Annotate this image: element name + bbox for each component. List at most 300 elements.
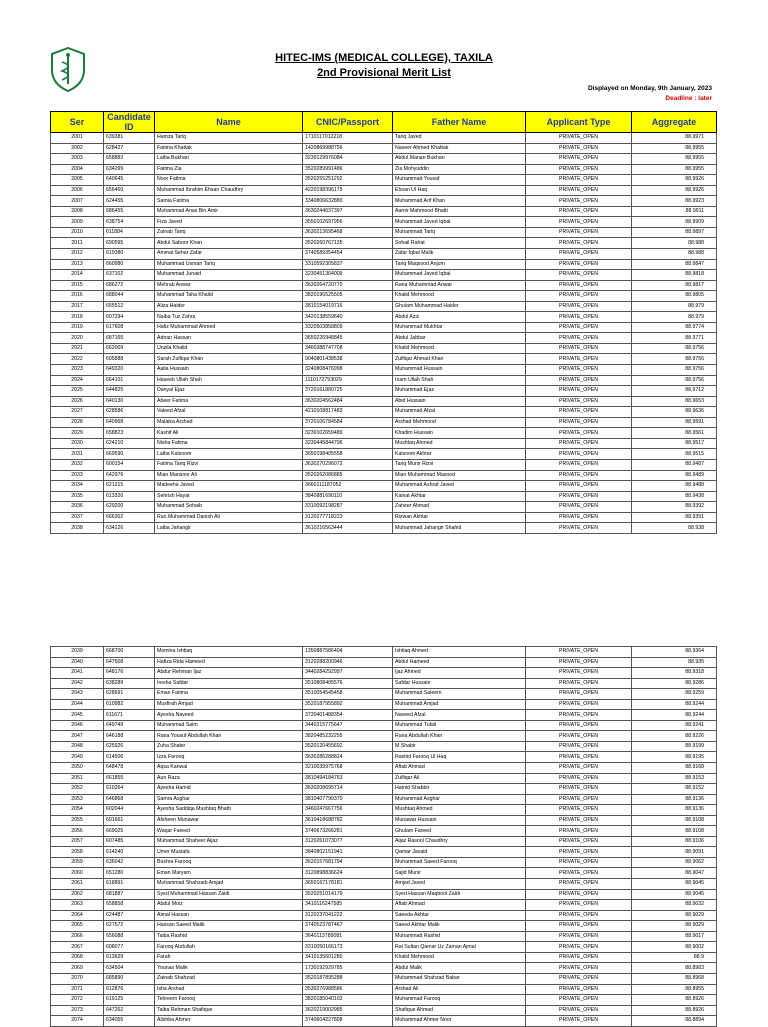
table-cell: PRIVATE_OPEN [526,512,632,523]
table-cell: 608077 [104,942,155,953]
table-cell: 2047 [51,731,104,742]
table-cell: 3820485232255 [303,731,393,742]
table-cell: 88.9017 [632,931,717,942]
table-cell: 687165 [104,333,155,344]
table-cell: 640645 [104,175,155,186]
table-row [51,164,717,175]
table-cell: PRIVATE_OPEN [526,889,632,900]
table-cell: 3340806632880 [303,196,393,207]
table-cell: 2050 [51,763,104,774]
table-cell: PRIVATE_OPEN [526,185,632,196]
table-cell: Rai Sultan Qamar Uz Zaman Ajmal [393,942,526,953]
table-cell: 3510808405576 [303,678,393,689]
table-row [51,1016,717,1027]
table-row [51,900,717,911]
table-cell: PRIVATE_OPEN [526,470,632,481]
table-cell: 88.8983 [632,963,717,974]
table-cell: 614240 [104,847,155,858]
table-body [51,647,717,1027]
table-cell: 88.9029 [632,921,717,932]
table-cell: Rana Yousuf Abdullah Khan [155,731,303,742]
table-cell: 636042 [104,857,155,868]
table-cell: 681887 [104,889,155,900]
table-row [51,512,717,523]
table-cell: Eman Fatima [155,689,303,700]
table-cell: 2055 [51,815,104,826]
table-cell: 3410135601280 [303,952,393,963]
table-cell: Muhammad Javed Iqbal [393,270,526,281]
table-cell: 3650198405558 [303,449,393,460]
table-cell: 88.9136 [632,805,717,816]
table-cell: Qamar Javaid [393,847,526,858]
table-cell: 88.9955 [632,154,717,165]
table-row [51,491,717,502]
table-cell: 2045 [51,710,104,721]
table-cell: 88.9756 [632,343,717,354]
table-cell: 3120277718223 [303,512,393,523]
table-cell: 88.988 [632,238,717,249]
table-cell: Abeer Fatima [155,396,303,407]
table-cell: 613320 [104,491,155,502]
table-cell: 2039 [51,647,104,658]
table-cell: PRIVATE_OPEN [526,668,632,679]
table-cell: Ishtiaq Ahmed [393,647,526,658]
table-cell: 2041 [51,668,104,679]
table-cell: 646868 [104,794,155,805]
table-row [51,794,717,805]
table-cell: 88.9774 [632,322,717,333]
table-cell: 628691 [104,689,155,700]
table-cell: 3530276988586 [303,984,393,995]
table-cell: 88.9047 [632,868,717,879]
table-cell: PRIVATE_OPEN [526,375,632,386]
table-cell: 2048 [51,741,104,752]
table-cell: 2067 [51,942,104,953]
table-cell: 2053 [51,794,104,805]
table-cell: PRIVATE_OPEN [526,322,632,333]
table-cell: Muhammad Saleem [393,689,526,700]
table-cell: PRIVATE_OPEN [526,973,632,984]
table-cell: 88.9259 [632,689,717,700]
table-cell: Muhammad Mukhtar [393,322,526,333]
table-cell: Ehsan Ul Haq [393,185,526,196]
table-cell: 88.9392 [632,502,717,513]
table-cell: 88.9241 [632,720,717,731]
table-cell: 638289 [104,678,155,689]
table-cell: Ghulam Fareed [393,826,526,837]
table-cell: Abdul Aziz [393,312,526,323]
table-cell: 2012 [51,249,104,260]
table-cell: 3810494184763 [303,773,393,784]
table-cell: Mushtaq Ahmed [393,438,526,449]
table-cell: Mushtaq Ahmed [393,805,526,816]
table-cell: Naiba Tuz Zahra [155,312,303,323]
table-cell: 1110172793029 [303,375,393,386]
table-cell: 646188 [104,731,155,742]
table-cell: 629200 [104,502,155,513]
table-cell: 624210 [104,438,155,449]
table-cell: 3310592305837 [303,259,393,270]
table-row [51,847,717,858]
table-row [51,942,717,953]
table-cell: 88.8955 [632,984,717,995]
table-cell: 2037 [51,512,104,523]
table-cell: PRIVATE_OPEN [526,942,632,953]
table-cell: 691661 [104,815,155,826]
table-cell: PRIVATE_OPEN [526,794,632,805]
table-cell: 3520251014179 [303,889,393,900]
table-cell: Safdar Hussain [393,678,526,689]
table-cell: 3460388747708 [303,343,393,354]
table-cell: 628427 [104,143,155,154]
deadline-text: Deadline : later [665,95,712,102]
table-cell: PRIVATE_OPEN [526,396,632,407]
table-cell: PRIVATE_OPEN [526,847,632,858]
table-row [51,731,717,742]
page-header [0,52,768,79]
table-cell: Abdul Hameed [393,657,526,668]
table-cell: 2016 [51,291,104,302]
table-cell: 658823 [104,428,155,439]
table-cell: PRIVATE_OPEN [526,657,632,668]
table-cell: 2026 [51,396,104,407]
table-cell: Aftab Ahmad [393,900,526,911]
table-cell: PRIVATE_OPEN [526,910,632,921]
table-cell: 648176 [104,668,155,679]
table-cell: 2020 [51,333,104,344]
table-cell: 88.9817 [632,280,717,291]
table-cell: Unzila Khalid [155,343,303,354]
table-cell: 88.9391 [632,512,717,523]
table-cell: 2063 [51,900,104,911]
table-cell: 3650167178181 [303,879,393,890]
table-row [51,984,717,995]
table-cell: 88.9636 [632,407,717,418]
table-cell: 2036 [51,502,104,513]
table-cell: Zuha Shabir [155,741,303,752]
table-cell: Muhammad Anas Bin Amir [155,206,303,217]
table-row [51,657,717,668]
table-cell: Malaika Arshad [155,417,303,428]
table-cell: 658858 [104,900,155,911]
table-cell: 2003 [51,154,104,165]
table-cell: 649749 [104,720,155,731]
table-row [51,773,717,784]
table-cell: 88.938 [632,523,717,534]
table-cell: PRIVATE_OPEN [526,227,632,238]
displayed-on-text: Displayed on Monday, 9th January, 2023 [587,85,712,92]
table-cell: PRIVATE_OPEN [526,407,632,418]
table-cell: PRIVATE_OPEN [526,836,632,847]
table-cell: 88.8968 [632,973,717,984]
table-cell: 2005 [51,175,104,186]
table-cell: 88.9847 [632,259,717,270]
table-cell: 3630213695468 [303,227,393,238]
table-cell: 2049 [51,752,104,763]
table-cell: 3810154019716 [303,301,393,312]
table-cell: Hassan Saeed Malik [155,921,303,932]
table-cell: 88.9771 [632,333,717,344]
table-cell: Samra Asghar [155,794,303,805]
table-cell: Muhammad Tufail [393,720,526,731]
table-cell: 2018 [51,312,104,323]
table-cell: 88.9955 [632,164,717,175]
table-cell: 88.9487 [632,459,717,470]
table-cell: 3720401488354 [303,710,393,721]
table-row [51,815,717,826]
table-cell: Naseer Ahmed Khattak [393,143,526,154]
table-cell: Taiba Rashid [155,931,303,942]
page-subtitle: 2nd Provisional Merit List [317,67,451,79]
table-row [51,481,717,492]
table-cell: 3120288200946 [303,657,393,668]
table-cell: 669590 [104,449,155,460]
table-cell: 642976 [104,470,155,481]
table-cell: Fatima Tariq Rizvi [155,459,303,470]
table-cell: 3520262086885 [303,470,393,481]
table-cell: 600154 [104,459,155,470]
table-cell: 88.9286 [632,678,717,689]
table-cell: 611884 [104,227,155,238]
table-cell: 3840802151941 [303,847,393,858]
table-cell: 2034 [51,481,104,492]
table-cell: Kainat Akhtar [393,491,526,502]
table-cell: 2019 [51,322,104,333]
table-cell: 2033 [51,470,104,481]
column-header-father-name: Father Name [393,112,526,133]
table-cell: PRIVATE_OPEN [526,386,632,397]
table-cell: Muhammad Ejaz [393,386,526,397]
table-cell: Arshad Mehmood [393,417,526,428]
page-two [0,620,768,1024]
table-cell: 88.9199 [632,741,717,752]
table-row [51,741,717,752]
table-cell: Younas Malik [155,963,303,974]
table-cell: PRIVATE_OPEN [526,249,632,260]
table-cell: PRIVATE_OPEN [526,952,632,963]
table-cell: Arshad Ali [393,984,526,995]
table-cell: 2070 [51,973,104,984]
table-cell: 88.9226 [632,731,717,742]
table-cell: Afsheen Munawar [155,815,303,826]
table-cell: Ayesha Naveed [155,710,303,721]
table-cell: PRIVATE_OPEN [526,301,632,312]
table-cell: 88.979 [632,301,717,312]
table-cell: Zia Mohyuddin [393,164,526,175]
table-cell: 2007 [51,196,104,207]
table-cell: PRIVATE_OPEN [526,154,632,165]
table-cell: PRIVATE_OPEN [526,720,632,731]
table-cell: 3630264720770 [303,280,393,291]
table-cell: 88.9909 [632,217,717,228]
table-cell: Aun Raza [155,773,303,784]
table-row [51,963,717,974]
table-cell: Fiza Javed [155,217,303,228]
table-cell: Sajid Munir [393,868,526,879]
table-cell: 2013 [51,259,104,270]
table-cell: PRIVATE_OPEN [526,354,632,365]
table-cell: 2065 [51,921,104,932]
table-cell: 2006 [51,185,104,196]
table-cell: 88.8926 [632,1005,717,1016]
table-row [51,343,717,354]
table-cell: Isha Arshad [155,984,303,995]
table-cell: 88.9045 [632,879,717,890]
table-cell: 1420869988756 [303,143,393,154]
table-cell: 614506 [104,752,155,763]
table-cell: 619380 [104,249,155,260]
table-cell: 88.8926 [632,995,717,1006]
table-row [51,647,717,658]
table-cell: 88.9926 [632,175,717,186]
table-cell: 3520187955892 [303,699,393,710]
table-cell: PRIVATE_OPEN [526,963,632,974]
table-cell: PRIVATE_OPEN [526,175,632,186]
table-row [51,523,717,534]
table-cell: 88.9756 [632,354,717,365]
table-cell: PRIVATE_OPEN [526,270,632,281]
table-cell: Aftab Ahmad [393,763,526,774]
table-cell: 88.9438 [632,491,717,502]
table-cell: PRIVATE_OPEN [526,921,632,932]
table-cell: 666302 [104,512,155,523]
table-cell: 2015 [51,280,104,291]
table-cell: Rizwan Akhtar [393,512,526,523]
table-cell: 3520255251292 [303,175,393,186]
table-cell: 3620157681794 [303,857,393,868]
table-cell: 2064 [51,910,104,921]
table-cell: 1710117012218 [303,133,393,144]
column-header-ser: Ser [51,112,104,133]
merit-table-continued [50,646,717,1027]
table-cell: 3620219002985 [303,1005,393,1016]
table-row [51,763,717,774]
table-cell: PRIVATE_OPEN [526,784,632,795]
table-cell: Aliza Haider [155,301,303,312]
table-cell: Laiba Kalsoom [155,449,303,460]
table-cell: 3320503858809 [303,322,393,333]
table-cell: 3520187895288 [303,973,393,984]
table-cell: Muhammad Sohaib [155,502,303,513]
table-cell: 88.9489 [632,470,717,481]
table-row [51,502,717,513]
table-row [51,710,717,721]
table-row [51,952,717,963]
table-row [51,470,717,481]
table-cell: Momina Ishtiaq [155,647,303,658]
table-cell: Tariq Maqsood Anjum [393,259,526,270]
table-cell: Ayesha Hamid [155,784,303,795]
table-cell: 2017 [51,301,104,312]
table-cell: Syed Hassan Maqbool Zaidi [393,889,526,900]
table-cell: 611671 [104,710,155,721]
table-cell: 638754 [104,217,155,228]
table-cell: 88.9818 [632,270,717,281]
table-cell: 88.9712 [632,386,717,397]
table-cell: 627572 [104,921,155,932]
table-cell: Tariq Javed [393,133,526,144]
table-cell: PRIVATE_OPEN [526,805,632,816]
table-cell: 1350887586404 [303,647,393,658]
table-cell: PRIVATE_OPEN [526,900,632,911]
table-body [51,133,717,534]
table-cell: 3460247667756 [303,805,393,816]
table-cell: 3120261073077 [303,836,393,847]
table-cell: Saeed Akhtar Malik [393,921,526,932]
table-cell: 2056 [51,826,104,837]
table-cell: 88.9195 [632,752,717,763]
table-cell: 88.9591 [632,417,717,428]
table-cell: PRIVATE_OPEN [526,763,632,774]
table-cell: Izza Farooq [155,752,303,763]
table-cell: 2059 [51,857,104,868]
table-cell: Muhammad Shahzad Babar [393,973,526,984]
table-cell: Valeed Afzal [155,407,303,418]
table-cell: 3120237041222 [303,910,393,921]
table-row [51,143,717,154]
table-cell: 2051 [51,773,104,784]
table-cell: 2074 [51,1016,104,1027]
table-row [51,301,717,312]
table-cell: 88.9897 [632,227,717,238]
table-cell: 88.9911 [632,206,717,217]
table-cell: Iresha Safdar [155,678,303,689]
table-cell: Mian Mansoor Ali [155,470,303,481]
table-cell: Eman Maryam [155,868,303,879]
table-cell: Muhammad Usman Tariq [155,259,303,270]
table-row [51,438,717,449]
table-cell: 2028 [51,417,104,428]
column-header-aggregate: Aggregate [632,112,717,133]
table-row [51,449,717,460]
table-row [51,206,717,217]
table-cell: Saeeda Akhtar [393,910,526,921]
table-cell: Khadim Hussain [393,428,526,439]
table-cell: Haseeb Ullah Shah [155,375,303,386]
table-cell: 3550102697956 [303,217,393,228]
table-cell: 88.9756 [632,365,717,376]
table-cell: 3410116247585 [303,900,393,911]
table-cell: 3230451364009 [303,270,393,281]
table-cell: 2066 [51,931,104,942]
table-cell: Mian Muhammad Masood [393,470,526,481]
table-cell: Muhammad Ashraf Javed [393,481,526,492]
table-cell: Adnan Hassan [155,333,303,344]
table-cell: 610982 [104,699,155,710]
table-cell: 661855 [104,773,155,784]
table-cell: Zulfiqar Ali [393,773,526,784]
table-row [51,396,717,407]
table-cell: Farah [155,952,303,963]
table-cell: PRIVATE_OPEN [526,857,632,868]
table-cell: 88.9561 [632,428,717,439]
table-cell: PRIVATE_OPEN [526,523,632,534]
table-row [51,227,717,238]
table-cell: PRIVATE_OPEN [526,984,632,995]
table-cell: 644825 [104,386,155,397]
table-cell: 3120898836624 [303,868,393,879]
table-cell: 2029 [51,428,104,439]
table-cell: 607294 [104,312,155,323]
table-cell: 3810407799370 [303,794,393,805]
table-cell: 2032 [51,459,104,470]
table-cell: 88.9756 [632,375,717,386]
table-cell: Abdur Rehman Ijaz [155,668,303,679]
table-cell: PRIVATE_OPEN [526,291,632,302]
table-row [51,931,717,942]
table-cell: 2069 [51,963,104,974]
table-cell: 2002 [51,143,104,154]
